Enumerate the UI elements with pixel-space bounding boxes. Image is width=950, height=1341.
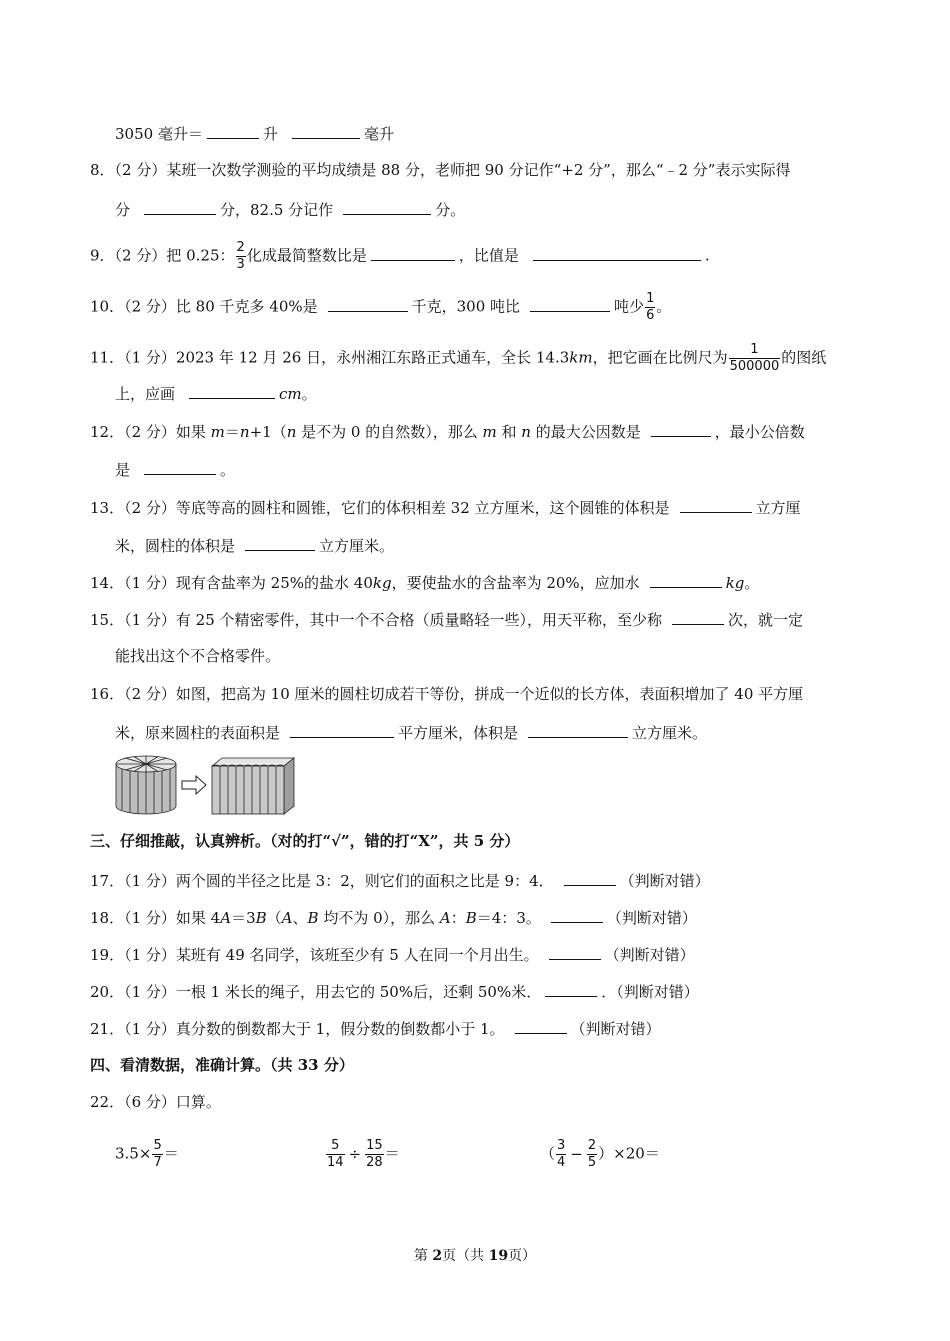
question-13-line2: 米，圆柱的体积是 立方厘米。 <box>115 534 950 556</box>
question-9: 9．（2 分）把 0.25： $\frac{2}{3}$ 化成最简整数比是 ，比值是 . <box>90 240 710 272</box>
question-20: 20．（1 分）一根 1 米长的绳子，用去它的 50%后，还剩 50%米． ．（判断对错） <box>90 980 950 1002</box>
question-8: 8．（2 分）某班一次数学测验的平均成绩是 88 分，老师把 90 分记作“+2 分”，那么“﹣2 分”表示实际得 <box>90 161 791 179</box>
answer-blank[interactable] <box>290 721 394 738</box>
question-11: 11．（1 分）2023 年 12 月 26 日，永州湘江东路正式通车，全长 14.3km，把它画在比例尺为 $\frac{1}{500000}$ 的图纸 <box>90 342 827 374</box>
question-15: 15．（1 分）有 25 个精密零件，其中一个不合格（质量略轻一些），用天平称，至少称 次，就一定 <box>90 608 950 630</box>
question-21: 21．（1 分）真分数的倒数都大于 1，假分数的倒数都小于 1。 （判断对错） <box>90 1017 950 1039</box>
answer-blank[interactable] <box>328 295 408 312</box>
cylinder-to-cuboid-figure <box>112 754 300 818</box>
question-17: 17．（1 分）两个圆的半径之比是 3：2，则它们的面积之比是 9：4． （判断对错） <box>90 869 950 891</box>
question-8-line2: 分 分，82.5 分记作 分。 <box>115 198 950 220</box>
answer-blank[interactable] <box>207 122 259 139</box>
fraction: $\frac{2}{3}$ <box>236 240 245 272</box>
answer-blank[interactable] <box>564 869 616 886</box>
question-18: 18．（1 分）如果 4A＝3B（A、B 均不为 0），那么 A：B＝4：3。 （判断对错） <box>90 906 950 928</box>
question-15-line2: 能找出这个不合格零件。 <box>115 647 281 665</box>
question-19: 19．（1 分）某班有 49 名同学，该班至少有 5 人在同一个月出生。 （判断对错） <box>90 943 950 965</box>
fraction: $\frac{3}{4}$ <box>557 1138 566 1170</box>
question-16: 16．（2 分）如图，把高为 10 厘米的圆柱切成若干等份，拼成一个近似的长方体，表面积增加了 40 平方厘 <box>90 685 804 703</box>
cuboid-illustration <box>212 758 294 814</box>
answer-blank[interactable] <box>144 198 216 215</box>
answer-blank[interactable] <box>551 906 603 923</box>
answer-blank[interactable] <box>245 534 315 551</box>
cylinder-illustration <box>116 756 176 814</box>
question-13: 13．（2 分）等底等高的圆柱和圆锥，它们的体积相差 32 立方厘米，这个圆锥的体积是 立方厘 <box>90 496 950 518</box>
question-14: 14．（1 分）现有含盐率为 25%的盐水 40kg，要使盐水的含盐率为 20%，应加水 kg。 <box>90 571 950 593</box>
answer-blank[interactable] <box>650 571 722 588</box>
answer-blank[interactable] <box>533 244 701 261</box>
question-7-line: 3050 毫升＝ 升 毫升 <box>115 122 950 144</box>
section-3-heading: 三、仔细推敲，认真辨析。（对的打“√”，错的打“X”，共 5 分） <box>90 832 520 850</box>
answer-blank[interactable] <box>651 420 711 437</box>
fraction: $\frac{2}{5}$ <box>587 1138 597 1170</box>
question-11-line2: 上，应画 cm。 <box>115 382 950 404</box>
answer-blank[interactable] <box>528 721 628 738</box>
arrow-right-icon <box>182 776 206 794</box>
calc-expression-2: $\frac{5}{14}$ ÷ $\frac{15}{28}$ ＝ <box>327 1138 400 1170</box>
answer-blank[interactable] <box>530 295 610 312</box>
answer-blank[interactable] <box>144 458 216 475</box>
answer-blank[interactable] <box>672 608 724 625</box>
question-16-line2: 米，原来圆柱的表面积是 平方厘米，体积是 立方厘米。 <box>115 721 950 743</box>
question-22: 22．（6 分）口算。 <box>90 1093 221 1111</box>
question-12: 12．（2 分）如果 m＝n+1（n 是不为 0 的自然数），那么 m 和 n 的最大公因数是 ，最小公倍数 <box>90 420 950 442</box>
answer-blank[interactable] <box>292 122 360 139</box>
answer-blank[interactable] <box>549 943 601 960</box>
answer-blank[interactable] <box>371 244 455 261</box>
calc-expression-1: 3.5× $\frac{5}{7}$ ＝ <box>115 1138 179 1170</box>
fraction: $\frac{5}{14}$ <box>327 1138 344 1170</box>
section-4-heading: 四、看清数据，准确计算。（共 33 分） <box>90 1056 354 1074</box>
question-12-line2: 是 。 <box>115 458 950 480</box>
calc-expression-3: （ $\frac{3}{4}$ − $\frac{2}{5}$ ）×20＝ <box>540 1138 660 1170</box>
answer-blank[interactable] <box>189 382 275 399</box>
answer-blank[interactable] <box>515 1017 567 1034</box>
fraction: $\frac{15}{28}$ <box>366 1138 383 1170</box>
answer-blank[interactable] <box>343 198 431 215</box>
page-footer: 第 2页（共 19页） <box>413 1248 537 1264</box>
answer-blank[interactable] <box>680 496 752 513</box>
question-10: 10．（2 分）比 80 千克多 40%是 千克，300 吨比 吨少 $\frac{1}{6}$ 。 <box>90 291 672 323</box>
fraction: $\frac{1}{6}$ <box>646 291 655 323</box>
fraction: $\frac{1}{500000}$ <box>729 342 780 374</box>
answer-blank[interactable] <box>545 980 597 997</box>
fraction: $\frac{5}{7}$ <box>153 1138 162 1170</box>
